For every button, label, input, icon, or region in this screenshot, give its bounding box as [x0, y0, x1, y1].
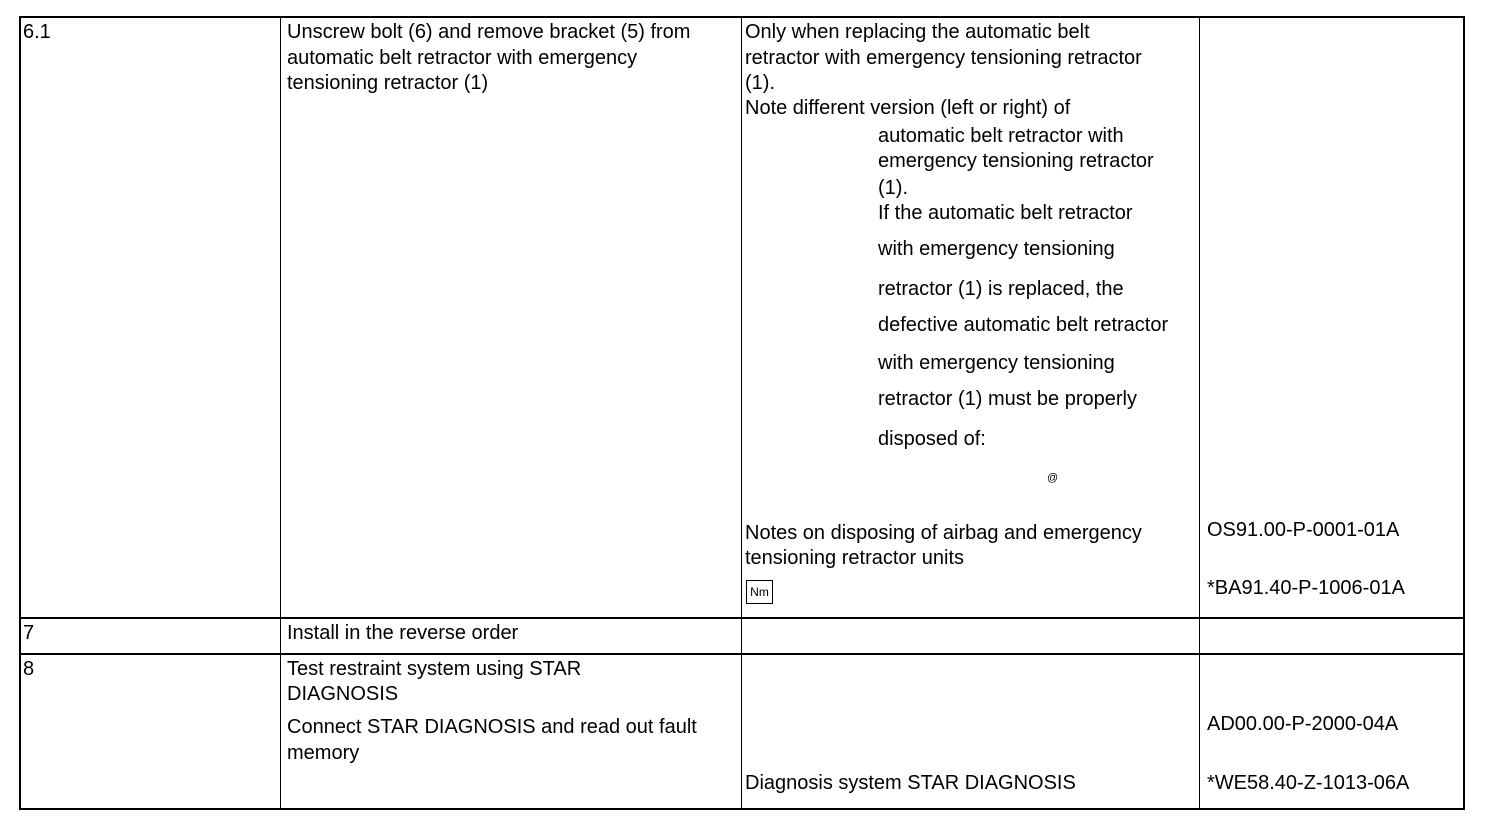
- note-text: Diagnosis system STAR DIAGNOSIS: [745, 772, 1076, 794]
- disposal-note-line: tensioning retractor units: [745, 547, 965, 569]
- note-indented-line: If the automatic belt retractor: [878, 202, 1133, 224]
- step-number: 7: [23, 622, 35, 644]
- step-number: 8: [23, 658, 35, 680]
- note-indented-line: (1).: [878, 177, 908, 199]
- note-indented-line: retractor (1) is replaced, the: [878, 278, 1124, 300]
- torque-nm-icon[interactable]: Nm: [746, 580, 773, 604]
- note-text-line: retractor with emergency tensioning retractor: [745, 47, 1142, 69]
- note-indented-line: retractor (1) must be properly: [878, 388, 1137, 410]
- table-border-left: [19, 16, 21, 810]
- note-indented-line: automatic belt retractor with: [878, 125, 1124, 147]
- note-indented-line: with emergency tensioning: [878, 352, 1115, 374]
- action-text-line: Connect STAR DIAGNOSIS and read out fault: [287, 716, 697, 738]
- action-text-line: Unscrew bolt (6) and remove bracket (5) from: [287, 21, 691, 43]
- table-border-right: [1463, 16, 1465, 810]
- table-border-top: [19, 16, 1465, 18]
- step-number: 6.1: [23, 21, 51, 43]
- note-indented-line: defective automatic belt retractor: [878, 314, 1169, 336]
- note-indented-line: with emergency tensioning: [878, 238, 1115, 260]
- action-text-line: automatic belt retractor with emergency: [287, 47, 638, 69]
- reference-link[interactable]: AD00.00-P-2000-04A: [1207, 713, 1399, 735]
- note-indented-line: disposed of:: [878, 428, 986, 450]
- note-text-line: Only when replacing the automatic belt: [745, 21, 1090, 43]
- action-text-line: DIAGNOSIS: [287, 683, 399, 705]
- action-text-line: tensioning retractor (1): [287, 72, 489, 94]
- reference-link[interactable]: OS91.00-P-0001-01A: [1207, 519, 1400, 541]
- column-divider-1: [280, 16, 281, 810]
- at-link-icon[interactable]: @: [1047, 472, 1059, 484]
- note-text-line: Note different version (left or right) of: [745, 97, 1071, 119]
- table-border-bottom: [19, 808, 1465, 810]
- note-text-line: (1).: [745, 72, 775, 94]
- column-divider-2: [741, 16, 742, 810]
- column-divider-3: [1199, 16, 1200, 810]
- action-text-line: Test restraint system using STAR: [287, 658, 582, 680]
- row-divider-2: [19, 653, 1465, 655]
- action-text-line: memory: [287, 742, 360, 764]
- note-indented-line: emergency tensioning retractor: [878, 150, 1154, 172]
- action-text: Install in the reverse order: [287, 622, 519, 644]
- reference-link[interactable]: *BA91.40-P-1006-01A: [1207, 577, 1405, 599]
- row-divider-1: [19, 617, 1465, 619]
- reference-link[interactable]: *WE58.40-Z-1013-06A: [1207, 772, 1410, 794]
- disposal-note-line: Notes on disposing of airbag and emergency: [745, 522, 1142, 544]
